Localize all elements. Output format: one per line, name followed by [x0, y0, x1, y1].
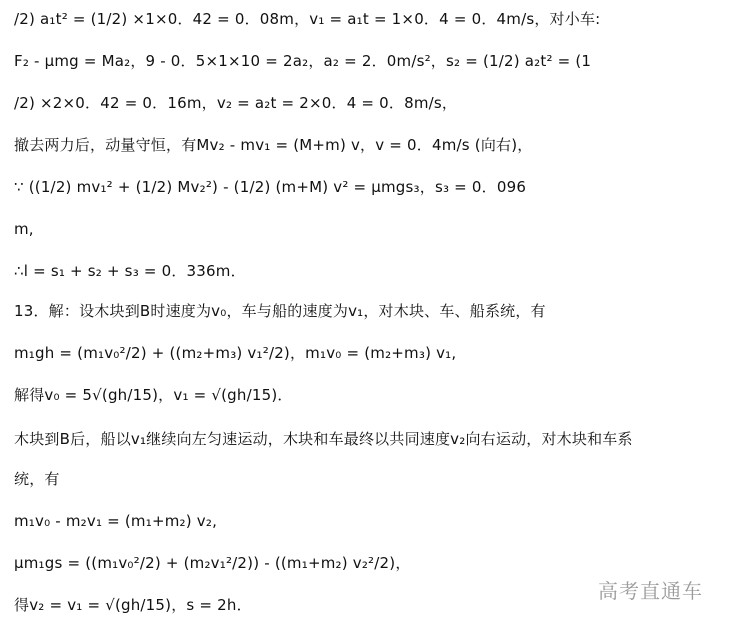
text-line-4: 撤去两力后，动量守恒，有Mv₂ - mv₁ = (M+m) v，v = 0．4m/s (向右)， — [14, 136, 533, 154]
text-line-6: m, — [14, 220, 34, 238]
watermark: 高考直通车 — [598, 579, 703, 603]
text-line-2: F₂ - μmg = Ma₂，9 - 0．5×1×10 = 2a₂，a₂ = 2．0m/s²，s₂ = (1/2) a₂t² = (1 — [14, 52, 592, 70]
text-line-5: ∵ ((1/2) mv₁² + (1/2) Mv₂²) - (1/2) (m+M) v² = μmgs₃，s₃ = 0．096 — [14, 178, 527, 196]
text-line-11: 木块到B后，船以v₁继续向左匀速运动，木块和车最终以共同速度v₂向右运动，对木块和车系 — [14, 430, 633, 448]
text-line-1: /2) a₁t² = (1/2) ×1×0．42 = 0．08m，v₁ = a₁t = 1×0．4 = 0．4m/s，对小车: — [14, 10, 601, 28]
text-line-7: ∴l = s₁ + s₂ + s₃ = 0．336m． — [14, 262, 246, 280]
text-line-13: m₁v₀ - m₂v₁ = (m₁+m₂) v₂, — [14, 512, 218, 530]
text-line-8: 13．解：设木块到B时速度为v₀，车与船的速度为v₁，对木块、车、船系统，有 — [14, 302, 546, 320]
text-line-10: 解得v₀ = 5√(gh/15)，v₁ = √(gh/15)． — [14, 386, 293, 404]
text-line-3: /2) ×2×0．42 = 0．16m，v₂ = a₂t = 2×0．4 = 0．8m/s， — [14, 94, 458, 112]
text-line-15: 得v₂ = v₁ = √(gh/15)，s = 2h． — [14, 596, 252, 614]
text-line-9: m₁gh = (m₁v₀²/2) + ((m₂+m₃) v₁²/2)，m₁v₀ = (m₂+m₃) v₁, — [14, 344, 457, 362]
text-line-12: 统，有 — [14, 470, 60, 488]
text-line-14: μm₁gs = ((m₁v₀²/2) + (m₂v₁²/2)) - ((m₁+m₂) v₂²/2)， — [14, 554, 411, 572]
